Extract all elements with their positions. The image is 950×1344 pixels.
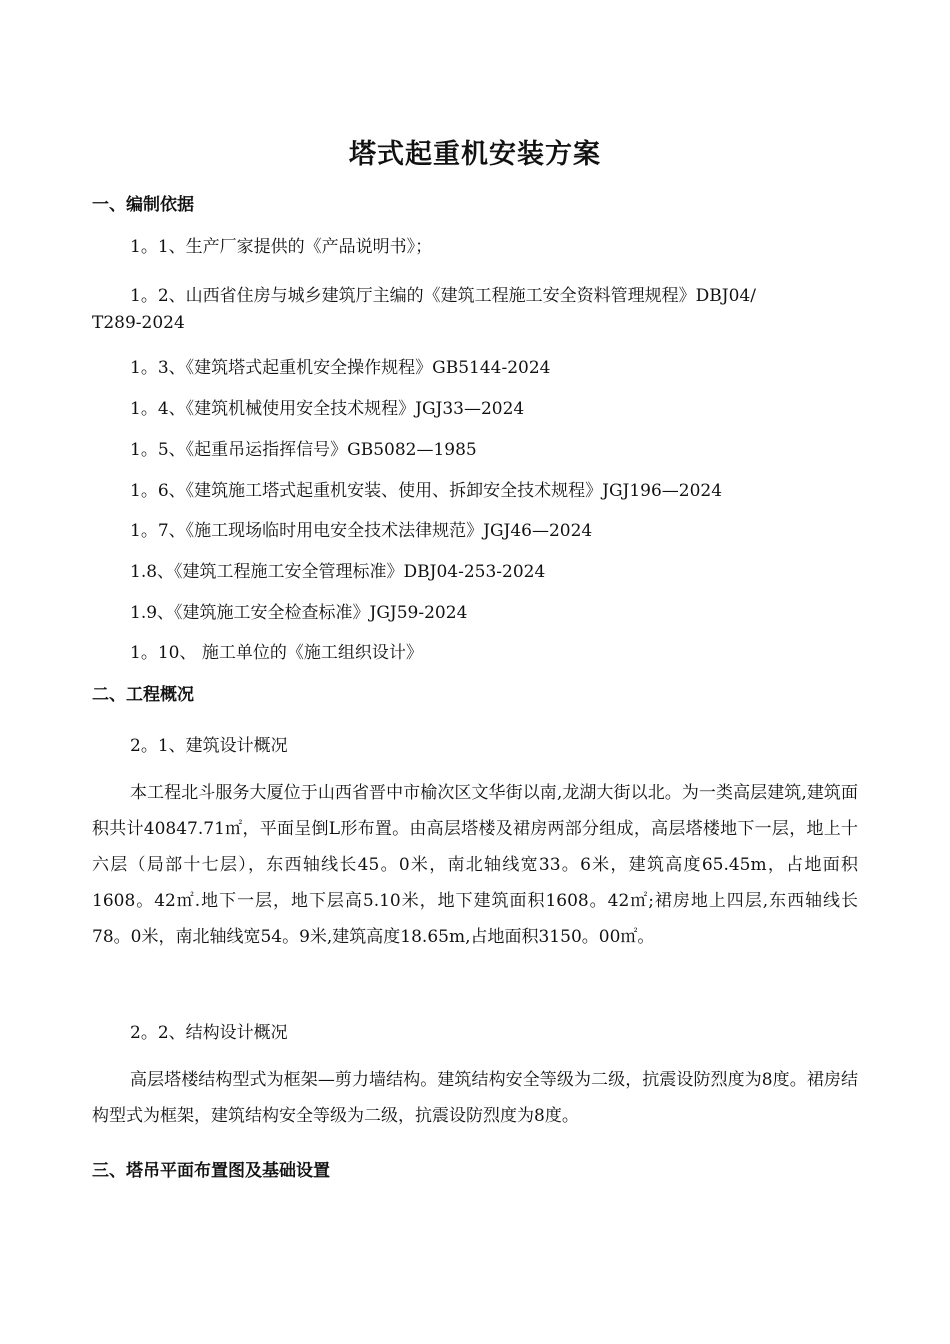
section-heading-basis: 一、编制依据	[92, 195, 194, 215]
basis-item: 1.8、《建筑工程施工安全管理标准》DBJ04-253-2024	[130, 562, 546, 582]
subheading-structure: 2。2、结构设计概况	[130, 1023, 288, 1043]
basis-item: 1。7、《施工现场临时用电安全技术法律规范》JGJ46—2024	[130, 521, 593, 541]
basis-item: 1。6、《建筑施工塔式起重机安装、使用、拆卸安全技术规程》JGJ196—2024	[130, 481, 723, 501]
architecture-paragraph: 本工程北斗服务大厦位于山西省晋中市榆次区文华街以南,龙湖大街以北。为一类高层建筑,建筑面积共计40847.71㎡，平面呈倒L形布置。由高层塔楼及裙房两部分组成，高层塔楼地下一层，地上十六层（局部十七层），东西轴线长45。0米，南北轴线宽33。6米，建筑高度65.45m，占地面积1608。42㎡.地下一层，地下层高5.10米，地下建筑面积1608。42㎡;裙房地上四层,东西轴线长78。0米，南北轴线宽54。9米,建筑高度18.65m,占地面积3150。00㎡。	[92, 783, 858, 947]
basis-item: 1.9、《建筑施工安全检查标准》JGJ59-2024	[130, 603, 468, 623]
structure-paragraph: 高层塔楼结构型式为框架—剪力墙结构。建筑结构安全等级为二级，抗震设防烈度为8度。裙房结构型式为框架，建筑结构安全等级为二级，抗震设防烈度为8度。	[92, 1070, 858, 1126]
basis-item: 1。10、 施工单位的《施工组织设计》	[130, 643, 423, 663]
section-heading-overview: 二、工程概况	[92, 685, 194, 705]
basis-item: 1。3、《建筑塔式起重机安全操作规程》GB5144-2024	[130, 358, 551, 378]
basis-item: 1。2、山西省住房与城乡建筑厅主编的《建筑工程施工安全资料管理规程》DBJ04/	[130, 286, 756, 306]
basis-item: 1。1、生产厂家提供的《产品说明书》；	[130, 237, 433, 257]
subheading-architecture: 2。1、建筑设计概况	[130, 736, 288, 756]
section-heading-crane-layout: 三、塔吊平面布置图及基础设置	[92, 1161, 330, 1181]
basis-item: 1。5、《起重吊运指挥信号》GB5082—1985	[130, 440, 477, 460]
document-title: 塔式起重机安装方案	[349, 139, 601, 170]
basis-item: 1。4、《建筑机械使用安全技术规程》JGJ33—2024	[130, 399, 525, 419]
basis-item-continuation: T289-2024	[92, 313, 185, 333]
